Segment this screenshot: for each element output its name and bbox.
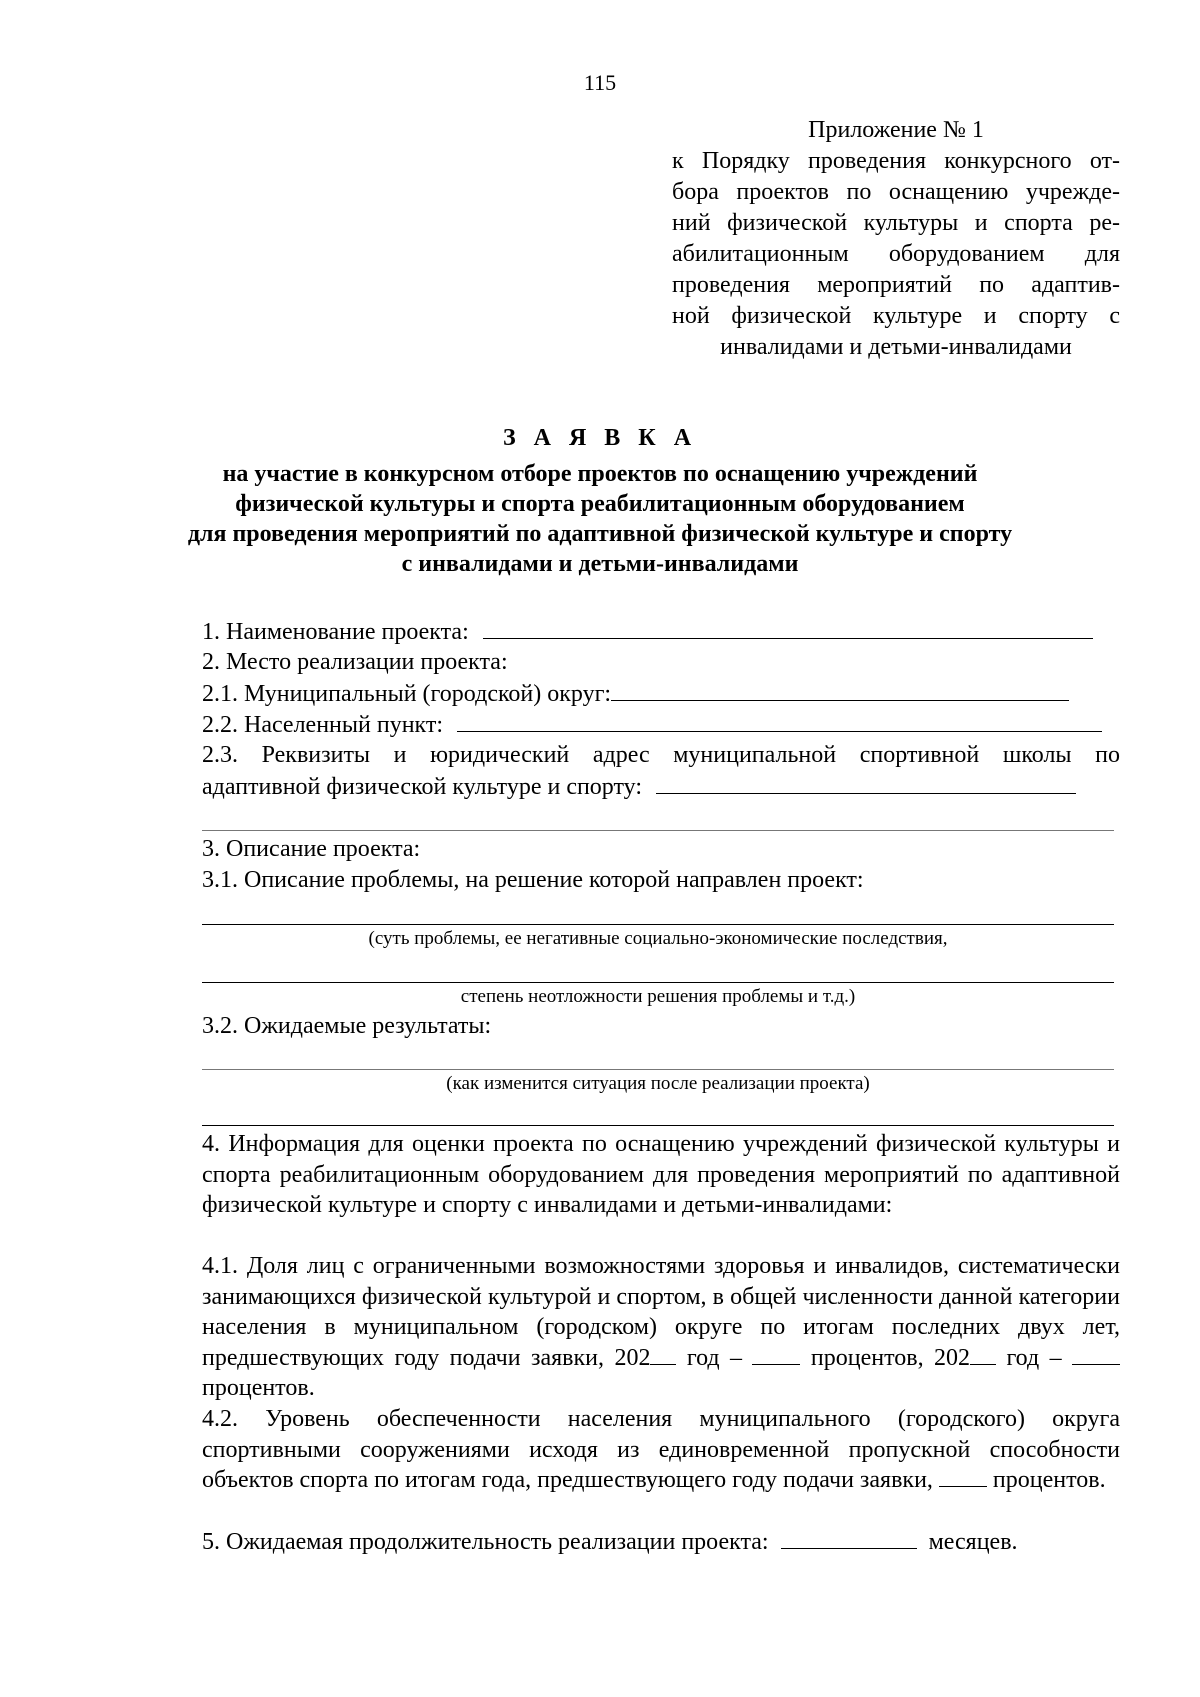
section-project-description: 3. Описание проекта:: [202, 836, 421, 862]
duration-unit: месяцев.: [928, 1529, 1018, 1555]
percent-1-blank[interactable]: [752, 1344, 800, 1365]
municipal-district-blank[interactable]: [611, 678, 1069, 701]
year-1-blank[interactable]: [650, 1344, 676, 1365]
field-label: 2.1. Муниципальный (городской) округ:: [202, 681, 612, 707]
field-label: адаптивной физической культуре и спорту:: [202, 774, 643, 800]
year-2-blank[interactable]: [970, 1344, 996, 1365]
field-place: 2. Место реализации проекта:: [202, 649, 508, 675]
field-project-name: [202, 616, 1120, 647]
field-school-requisites: [202, 771, 1120, 802]
duration-blank[interactable]: [781, 1526, 917, 1549]
school-requisites-line[interactable]: [202, 830, 1114, 831]
field-share-disabled: [202, 1251, 1120, 1404]
share-text: 4.1. Доля лиц с ограниченными возможностями здоровья и инвалидов, систематически занимающихся физической культурой и спортом, в общей численности данной категории населения в муниципальном (городском) округе по итогам последних двух лет, предшествующих году подачи заявки,: [202, 1253, 1120, 1371]
field-school-requisites-label: 2.3. Реквизиты и юридический адрес муниципальной спортивной школы по: [202, 742, 1120, 768]
field-settlement: [202, 709, 1120, 740]
expected-results-line[interactable]: [202, 1069, 1114, 1070]
expected-results-line-2[interactable]: [202, 1125, 1114, 1126]
results-caption: (как изменится ситуация после реализации проекта): [446, 1073, 870, 1094]
appendix-line: к Порядку проведения конкурсного от-: [672, 148, 1120, 174]
appendix-line: инвалидами и детьми-инвалидами: [720, 334, 1072, 360]
year-prefix: 202: [614, 1344, 651, 1371]
field-label: 2.2. Населенный пункт:: [202, 712, 444, 738]
problem-description-line[interactable]: [202, 924, 1114, 925]
percent-2-blank[interactable]: [1072, 1344, 1120, 1365]
page-number: 115: [583, 70, 617, 95]
field-problem-description: 3.1. Описание проблемы, на решение которой направлен проект:: [202, 867, 864, 893]
document-title: З А Я В К А: [502, 425, 698, 451]
appendix-line: ной физической культуре и спорту с: [672, 303, 1120, 329]
appendix-block: [672, 115, 1120, 363]
field-label: 1. Наименование проекта:: [202, 619, 469, 645]
school-requisites-blank[interactable]: [656, 771, 1076, 794]
subtitle-line: для проведения мероприятий по адаптивной физической культуре и спорту: [187, 521, 1013, 547]
appendix-line: проведения мероприятий по адаптив-: [672, 272, 1120, 298]
appendix-line: бора проектов по оснащению учрежде-: [672, 179, 1120, 205]
field-expected-results: 3.2. Ожидаемые результаты:: [202, 1013, 492, 1039]
percent-word: процентов.: [992, 1467, 1106, 1493]
subtitle-line: физической культуры и спорта реабилитационным оборудованием: [235, 491, 965, 517]
appendix-line: ний физической культуры и спорта ре-: [672, 210, 1120, 236]
subtitle-line: на участие в конкурсном отборе проектов по оснащению учреждений: [222, 461, 978, 487]
facilities-text: 4.2. Уровень обеспеченности населения муниципального (городского) округа спортивными сооружениями исходя из единовременной пропускной способности объектов спорта по итогам года, предшествующего году подачи заявки,: [202, 1406, 1120, 1493]
field-label: 5. Ожидаемая продолжительность реализации проекта:: [202, 1529, 769, 1555]
settlement-blank[interactable]: [457, 709, 1102, 732]
problem-caption-2: степень неотложности решения проблемы и т.д.): [460, 986, 856, 1007]
field-duration: [202, 1526, 1120, 1557]
year-prefix: 202: [934, 1344, 971, 1371]
appendix-line: абилитационным оборудованием для: [672, 241, 1120, 267]
project-name-blank[interactable]: [483, 616, 1093, 639]
percent-word: процентов.: [202, 1375, 315, 1401]
year-word: год –: [1006, 1344, 1062, 1371]
percent-word: процентов,: [810, 1344, 924, 1371]
year-word: год –: [686, 1344, 743, 1371]
subtitle-line: с инвалидами и детьми-инвалидами: [401, 551, 799, 577]
appendix-title: Приложение № 1: [808, 117, 984, 143]
problem-caption: (суть проблемы, ее негативные социально-экономические последствия,: [368, 928, 948, 949]
field-municipal-district: [202, 678, 1120, 709]
facilities-percent-blank[interactable]: [939, 1466, 987, 1487]
field-sports-facilities: [202, 1404, 1120, 1496]
problem-description-line-2[interactable]: [202, 982, 1114, 983]
document-subtitle: [180, 459, 1020, 579]
section-evaluation-info: 4. Информация для оценки проекта по оснащению учреждений физической культуры и спорта реабилитационным оборудованием для проведения мероприятий по адаптивной физической культуре и спорту с инвалидами и детьми-инвалидами:: [202, 1131, 1120, 1218]
